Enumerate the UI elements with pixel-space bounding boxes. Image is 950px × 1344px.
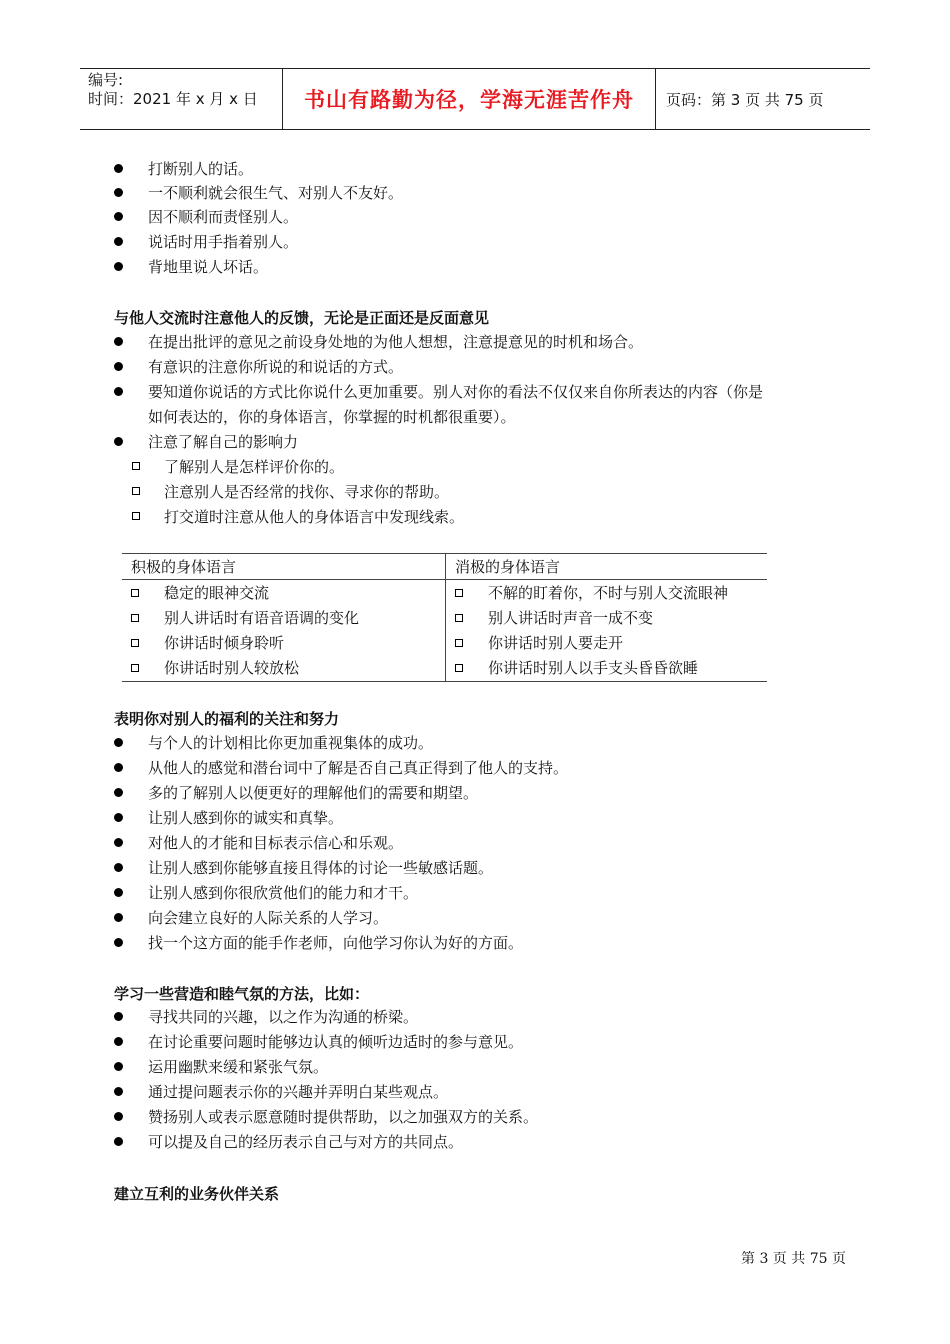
bullet-dot-icon	[114, 212, 123, 221]
square-bullet-icon	[131, 639, 139, 647]
square-bullet-icon	[132, 462, 140, 470]
section-heading: 学习一些营造和睦气氛的方法，比如：	[114, 985, 370, 1003]
header-time: 时间：2021 年 x 月 x 日	[88, 90, 258, 108]
list-item: 背地里说人坏话。	[148, 258, 269, 276]
bullet-dot-icon	[114, 1137, 123, 1146]
header-number: 编号:	[88, 71, 124, 89]
bullet-dot-icon	[114, 237, 123, 246]
list-item: 让别人感到你能够直接且得体的讨论一些敏感话题。	[148, 859, 494, 877]
bullet-dot-icon	[114, 813, 123, 822]
bullet-dot-icon	[114, 1037, 123, 1046]
section-heading: 表明你对别人的福利的关注和努力	[114, 710, 340, 728]
bullet-dot-icon	[114, 188, 123, 197]
table-cell: 稳定的眼神交流	[164, 584, 270, 602]
table-cell: 你讲话时别人较放松	[164, 659, 300, 677]
section-heading: 与他人交流时注意他人的反馈，无论是正面还是反面意见	[114, 309, 490, 327]
list-item: 注意了解自己的影响力	[148, 433, 299, 451]
page-header	[80, 68, 870, 130]
square-bullet-icon	[131, 664, 139, 672]
sub-list-item: 打交道时注意从他人的身体语言中发现线索。	[164, 508, 465, 526]
sub-list-item: 注意别人是否经常的找你、寻求你的帮助。	[164, 483, 450, 501]
list-item: 让别人感到你很欣赏他们的能力和才干。	[148, 884, 419, 902]
bullet-dot-icon	[114, 738, 123, 747]
bullet-dot-icon	[114, 164, 123, 173]
list-item: 在讨论重要问题时能够边认真的倾听边适时的参与意见。	[148, 1033, 524, 1051]
bullet-dot-icon	[114, 262, 123, 271]
table-cell: 别人讲话时声音一成不变	[488, 609, 654, 627]
table-cell: 不解的盯着你，不时与别人交流眼神	[488, 584, 729, 602]
bullet-dot-icon	[114, 1112, 123, 1121]
table-cell: 你讲话时别人要走开	[488, 634, 624, 652]
table-cell: 你讲话时别人以手支头昏昏欲睡	[488, 659, 699, 677]
square-bullet-icon	[455, 664, 463, 672]
bullet-dot-icon	[114, 437, 123, 446]
bullet-dot-icon	[114, 888, 123, 897]
bullet-dot-icon	[114, 763, 123, 772]
list-item: 与个人的计划相比你更加重视集体的成功。	[148, 734, 434, 752]
list-item: 有意识的注意你所说的和说话的方式。	[148, 358, 404, 376]
page-footer: 第 3 页 共 75 页	[741, 1251, 846, 1267]
square-bullet-icon	[131, 614, 139, 622]
table-header-negative: 消极的身体语言	[455, 558, 561, 576]
list-item: 在提出批评的意见之前设身处地的为他人想想，注意提意见的时机和场合。	[148, 333, 644, 351]
bullet-dot-icon	[114, 387, 123, 396]
bullet-dot-icon	[114, 913, 123, 922]
body-language-table	[122, 553, 767, 682]
list-item: 找一个这方面的能手作老师，向他学习你认为好的方面。	[148, 934, 524, 952]
bullet-dot-icon	[114, 362, 123, 371]
table-divider	[445, 554, 446, 681]
bullet-dot-icon	[114, 838, 123, 847]
header-meta	[80, 69, 282, 129]
list-item: 打断别人的话。	[148, 160, 254, 178]
list-item: 因不顺利而责怪别人。	[148, 208, 299, 226]
list-item: 要知道你说话的方式比你说什么更加重要。别人对你的看法不仅仅来自你所表达的内容（你是	[148, 383, 764, 401]
square-bullet-icon	[132, 512, 140, 520]
list-item: 通过提问题表示你的兴趣并弄明白某些观点。	[148, 1083, 449, 1101]
list-item: 可以提及自己的经历表示自己与对方的共同点。	[148, 1133, 464, 1151]
list-item: 寻找共同的兴趣，以之作为沟通的桥梁。	[148, 1008, 419, 1026]
bullet-dot-icon	[114, 788, 123, 797]
list-item: 从他人的感觉和潜台词中了解是否自己真正得到了他人的支持。	[148, 759, 569, 777]
list-item: 让别人感到你的诚实和真挚。	[148, 809, 344, 827]
bullet-dot-icon	[114, 938, 123, 947]
header-page-number: 页码：第 3 页 共 75 页	[666, 90, 824, 109]
square-bullet-icon	[132, 487, 140, 495]
list-item: 运用幽默来缓和紧张气氛。	[148, 1058, 329, 1076]
square-bullet-icon	[455, 639, 463, 647]
list-item: 向会建立良好的人际关系的人学习。	[148, 909, 389, 927]
header-motto: 书山有路勤为径，学海无涯苦作舟	[282, 69, 656, 129]
square-bullet-icon	[131, 589, 139, 597]
section-heading: 建立互利的业务伙伴关系	[114, 1185, 280, 1203]
list-item-continuation: 如何表达的，你的身体语言，你掌握的时机都很重要）。	[148, 408, 516, 426]
table-cell: 别人讲话时有语音语调的变化	[164, 609, 360, 627]
bullet-dot-icon	[114, 337, 123, 346]
table-divider	[122, 579, 767, 580]
square-bullet-icon	[455, 589, 463, 597]
square-bullet-icon	[455, 614, 463, 622]
bullet-dot-icon	[114, 1012, 123, 1021]
bullet-dot-icon	[114, 1087, 123, 1096]
bullet-dot-icon	[114, 863, 123, 872]
table-cell: 你讲话时倾身聆听	[164, 634, 285, 652]
table-header-positive: 积极的身体语言	[131, 558, 237, 576]
sub-list-item: 了解别人是怎样评价你的。	[164, 458, 345, 476]
list-item: 对他人的才能和目标表示信心和乐观。	[148, 834, 404, 852]
list-item: 一不顺利就会很生气、对别人不友好。	[148, 184, 404, 202]
list-item: 说话时用手指着别人。	[148, 233, 299, 251]
list-item: 赞扬别人或表示愿意随时提供帮助，以之加强双方的关系。	[148, 1108, 539, 1126]
bullet-dot-icon	[114, 1062, 123, 1071]
list-item: 多的了解别人以便更好的理解他们的需要和期望。	[148, 784, 479, 802]
